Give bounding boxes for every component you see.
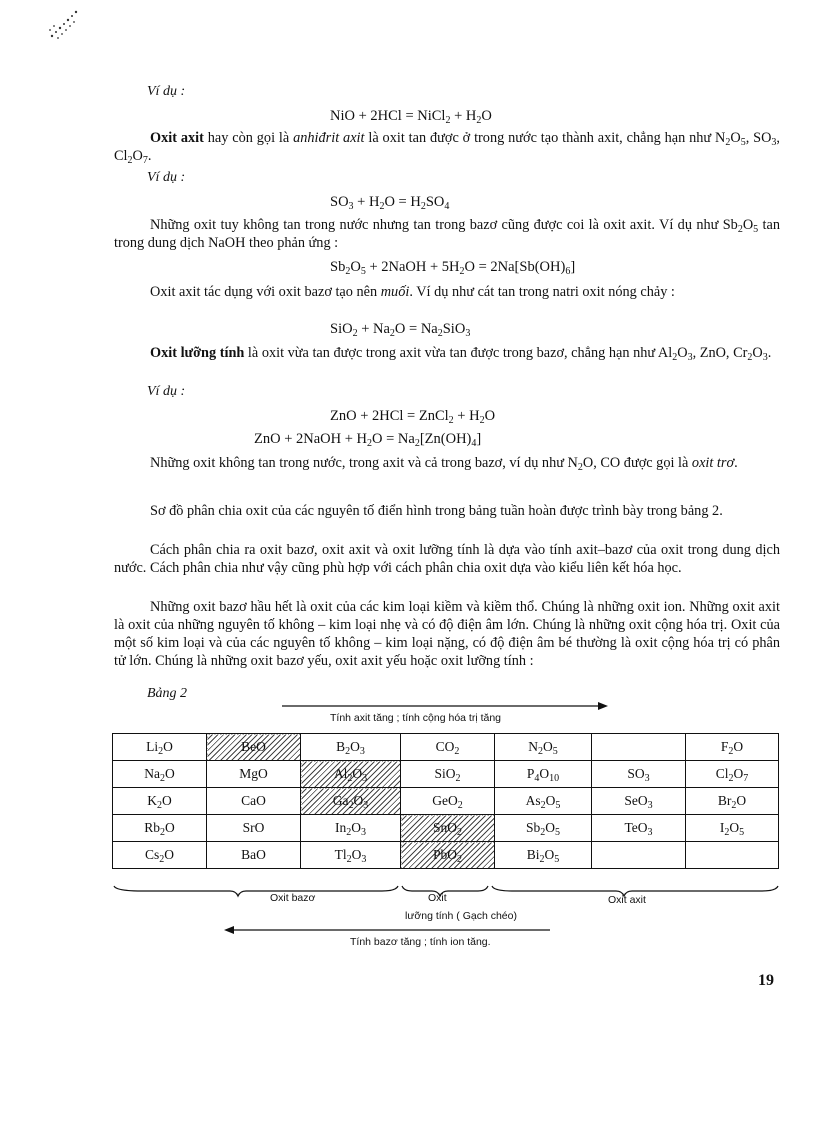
paragraph-luong-tinh: Oxit lưỡng tính là oxit vừa tan được trong axit vừa tan được trong bazơ, chẳng hạn như $Al_2O_3$, ZnO, $Cr_2O_3$. — [150, 345, 772, 363]
equation-sio2-na2o: $SiO_2 + Na_2O = Na_2SiO_3$ — [330, 321, 471, 339]
table-row — [113, 761, 779, 788]
oxide-cell — [592, 842, 686, 869]
oxide-cell: SeO$_3$ — [592, 788, 686, 815]
oxide-cell: $P_4O_{10}$ — [495, 761, 592, 788]
oxide-cell: $I_2O_5$ — [686, 815, 779, 842]
example-label-1: Ví dụ : — [147, 84, 186, 99]
oxide-cell: $Bi_2O_5$ — [495, 842, 592, 869]
table-caption: Bảng 2 — [147, 686, 188, 701]
table-row — [113, 734, 779, 761]
oxide-cell: $Na_2O$ — [113, 761, 207, 788]
oxide-cell: BeO — [207, 734, 301, 761]
oxide-cell: CaO — [207, 788, 301, 815]
paragraph-tac-dung: Oxit axit tác dụng với oxit bazơ tạo nên muối. Ví dụ như cát tan trong natri oxit nóng chảy : — [150, 284, 675, 300]
oxide-table — [112, 733, 779, 869]
oxide-cell: $Cs_2O$ — [113, 842, 207, 869]
oxide-cell: $Cl_2O_7$ — [686, 761, 779, 788]
oxide-cell: BaO — [207, 842, 301, 869]
oxide-cell: $Br_2O$ — [686, 788, 779, 815]
equation-nio-hcl: NiO + 2HCl = NiCl$_2$ + $H_2O$ — [330, 108, 492, 126]
paragraph-oxit-axit: Oxit axit hay còn gọi là anhiđrit axit là oxit tan được ở trong nước tạo thành axit, chẳng hạn như $N_2O_5$, $SO_3$, $Cl_2O_7$. — [114, 130, 780, 166]
oxide-cell: TeO$_3$ — [592, 815, 686, 842]
paragraph-oxit-tro: Những oxit không tan trong nước, trong axit và cả trong bazơ, ví dụ như $N_2O$, CO được gọi là oxit trơ. — [150, 455, 738, 473]
oxide-cell: $Sb_2O_5$ — [495, 815, 592, 842]
paragraph-nhung-oxit: Những oxit tuy không tan trong nước nhưng tan trong bazơ cũng được coi là oxit axit. Ví dụ như $Sb_2O_5$ tan trong dung dịch NaOH theo phản ứng : — [114, 217, 780, 251]
oxide-cell: $Li_2O$ — [113, 734, 207, 761]
oxide-cell: SiO$_2$ — [401, 761, 495, 788]
page-number: 19 — [758, 972, 774, 989]
oxide-cell: $Al_2O_3$ — [301, 761, 401, 788]
oxide-cell: $Rb_2O$ — [113, 815, 207, 842]
table-row — [113, 842, 779, 869]
oxide-cell — [592, 734, 686, 761]
example-label-2: Ví dụ : — [147, 170, 186, 185]
library-stamp — [44, 6, 84, 42]
equation-sb2o5-naoh: $Sb_2O_5$ + 2NaOH + $5H_2O = 2Na[Sb(OH)_6]$ — [330, 259, 576, 277]
label-oxit-axit: Oxit axit — [608, 894, 646, 906]
table-row — [113, 815, 779, 842]
oxide-cell: $CO_2$ — [401, 734, 495, 761]
equation-so3-h2o: $SO_3 + H_2O = H_2SO_4$ — [330, 194, 450, 212]
oxide-cell: SnO$_2$ — [401, 815, 495, 842]
oxide-cell: PbO$_2$ — [401, 842, 495, 869]
arrow-right-icon — [280, 700, 610, 712]
oxide-cell: $Ga_2O_3$ — [301, 788, 401, 815]
arrow-top-label: Tính axit tăng ; tính cộng hóa trị tăng — [330, 712, 502, 724]
paragraph-oxit-bazo: Những oxit bazơ hầu hết là oxit của các kim loại kiềm và kiềm thổ. Chúng là những oxit ion. Những oxit axit là oxit của những nguyên tố không – kim loại nhẹ và có độ điện âm lớn. Chúng là những oxit cộng hóa trị. Oxit của một số kim loại và của các nguyên tố không – kim loại nặng, có độ điện âm bé thường là oxit cộng hóa trị có phân tử lớn. Chúng là những oxit bazơ yếu, oxit axit yếu hoặc oxit lưỡng tính : — [114, 599, 780, 669]
oxide-cell: $SO_3$ — [592, 761, 686, 788]
label-oxit-luong-tinh-2: lưỡng tính ( Gạch chéo) — [405, 910, 517, 922]
equation-zno-naoh: ZnO + 2NaOH + $H_2O = Na_2[Zn(OH)_4]$ — [254, 431, 482, 449]
paragraph-cach-phan-chia: Cách phân chia ra oxit bazơ, oxit axit và oxit lưỡng tính là dựa vào tính axit–bazơ của oxit trong dung dịch nước. Cách phân chia như vậy cũng phù hợp với cách phân chia oxit dựa vào kiểu liên kết hóa học. — [114, 542, 780, 576]
equation-zno-hcl: ZnO + 2HCl = ZnCl$_2$ + $H_2O$ — [330, 408, 496, 426]
oxide-cell: $In_2O_3$ — [301, 815, 401, 842]
label-oxit-bazo: Oxit bazơ — [270, 892, 316, 904]
example-label-3: Ví dụ : — [147, 384, 186, 399]
oxide-cell: $Tl_2O_3$ — [301, 842, 401, 869]
label-oxit-luong-tinh-1: Oxit — [428, 892, 447, 904]
oxide-cell: $B_2O_3$ — [301, 734, 401, 761]
group-braces — [112, 884, 782, 900]
table-row — [113, 788, 779, 815]
oxide-cell: $N_2O_5$ — [495, 734, 592, 761]
oxide-cell: $F_2O$ — [686, 734, 779, 761]
oxide-cell: MgO — [207, 761, 301, 788]
oxide-cell — [686, 842, 779, 869]
oxide-cell: $As_2O_5$ — [495, 788, 592, 815]
arrow-left-icon — [222, 924, 552, 936]
oxide-cell: SrO — [207, 815, 301, 842]
oxide-cell: GeO$_2$ — [401, 788, 495, 815]
oxide-cell: $K_2O$ — [113, 788, 207, 815]
paragraph-so-do: Sơ đồ phân chia oxit của các nguyên tố điển hình trong bảng tuần hoàn được trình bày trong bảng 2. — [150, 503, 723, 519]
arrow-bottom-label: Tính bazơ tăng ; tính ion tăng. — [350, 936, 491, 948]
